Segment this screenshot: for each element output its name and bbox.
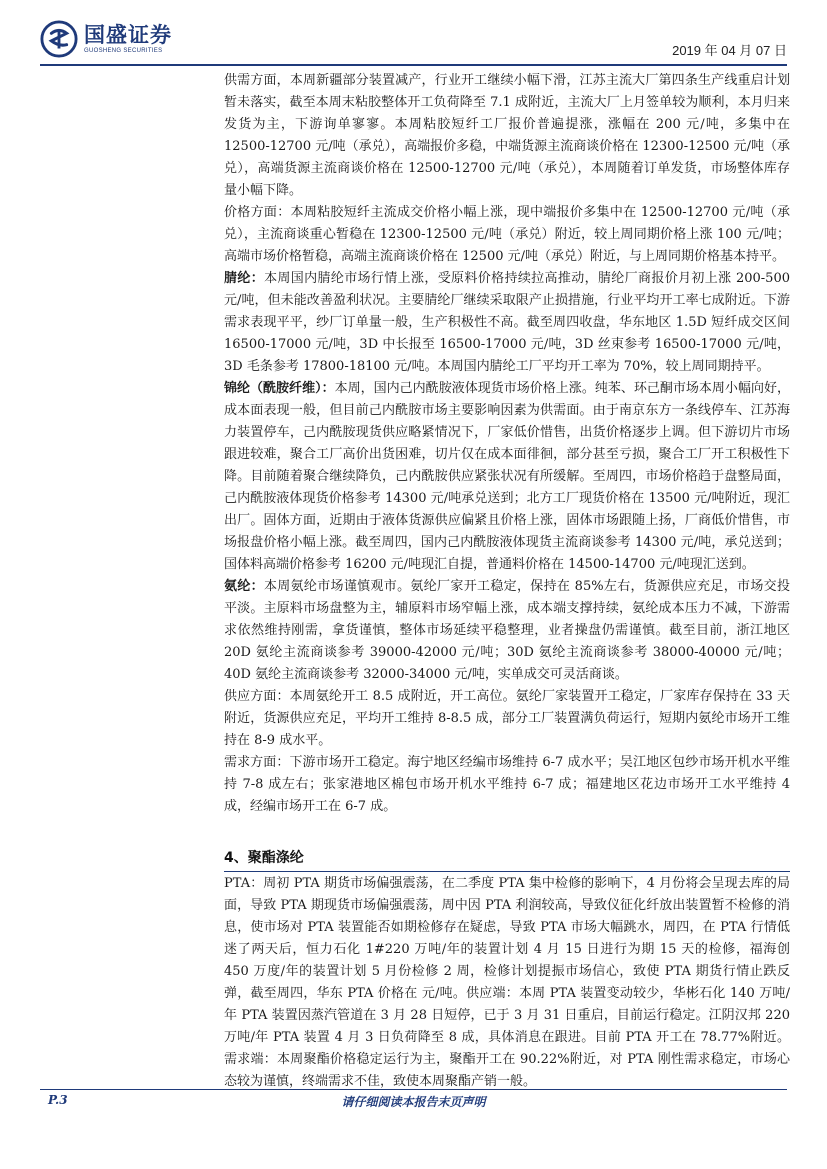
viscose-supply-paragraph: 供需方面，本周新疆部分装置减产，行业开工继续小幅下滑，江苏主流大厂第四条生产线重启计划暂未落实，截至本周末粘胶整体开工负荷降至 7.1 成附近，主流大厂上月签单较为顺利，本月归来发货为主，下游询单寥寥。本周粘胶短纤工厂报价普遍提涨，涨幅在 200 元/吨，多集中在 12500-12700 元/吨（承兑），高端报价多稳，中端货源主流商谈价格在 12300-12500 元/吨（承兑），高端货源主流商谈价格在 12500-12700 元/吨（承兑），本周随着订单发货，市场整体库存量小幅下降。 [224, 73, 790, 198]
page-footer [40, 1093, 787, 1113]
section-divider [224, 871, 790, 872]
pta-section [224, 873, 790, 1093]
logo-chinese-name: 国盛证券 [84, 23, 172, 47]
acrylic-lead: 腈纶： [224, 271, 265, 286]
header-divider [40, 64, 787, 66]
acrylic-paragraph [224, 268, 790, 378]
viscose-price-paragraph: 价格方面：本周粘胶短纤主流成交价格小幅上涨，现中端报价多集中在 12500-12700 元/吨（承兑），主流商谈重心暂稳在 12300-12500 元/吨（承兑）附近，较上周同期价格上涨 100 元/吨；高端市场价格暂稳，高端主流商谈价格在 12500 元/吨（承兑）附近，与上周同期价格基本持平。 [224, 205, 790, 264]
acrylic-text: 本周国内腈纶市场行情上涨，受原料价格持续拉高推动，腈纶厂商报价月初上涨 200-500 元/吨，但未能改善盈利状况。主要腈纶厂继续采取限产止损措施，行业平均开工率七成附近。下游需求表现平平，纱厂订单量一般，生产积极性不高。截至周四收盘，华东地区 1.5D 短纤成交区间 16500-17000 元/吨，3D 中长报至 16500-17000 元/吨，3D 丝束参考 16500-17000 元/吨，3D 毛条参考 17800-18100 元/吨。本周国内腈纶工厂平均开工率为 70%，较上周同期持平。 [224, 271, 790, 374]
nylon-text: 本周，国内己内酰胺液体现货市场价格上涨。纯苯、环己酮市场本周小幅向好，成本面表现一般，但目前己内酰胺市场主要影响因素为供需面。由于南京东方一条线停车、江苏海力装置停车，己内酰胺现货供应略紧情况下，厂家低价惜售，出货价格逐步上调。但下游切片市场跟进较难，聚合工厂高价出货困难，切片仅在成本面徘徊，部分甚至亏损，聚合工厂开工积极性下降。目前随着聚合继续降负，己内酰胺供应紧张状况有所缓解。至周四，市场价格趋于盘整局面，己内酰胺液体现货价格参考 14300 元/吨承兑送到；北方工厂现货价格在 13500 元/吨附近，现汇出厂。固体方面，近期由于液体货源供应偏紧且价格上涨，固体市场跟随上扬，厂商低价惜售，市场报盘价格小幅上涨。截至周四，国内己内酰胺液体现货主流商谈参考 14300 元/吨，承兑送到；国体料高端价格参考 16200 元/吨现汇自提，普通料价格在 14500-14700 元/吨现汇送到。 [224, 381, 790, 572]
section-title: 4、聚酯涤纶 [224, 850, 304, 866]
company-logo [40, 20, 172, 58]
spandex-lead: 氨纶： [224, 579, 264, 594]
nylon-lead: 锦纶（酰胺纤维）： [224, 381, 335, 396]
section-heading [224, 848, 790, 872]
pta-paragraph: PTA：周初 PTA 期货市场偏强震荡，在二季度 PTA 集中检修的影响下，4 月份将会呈现去库的局面，导致 PTA 期现货市场偏强震荡，周中因 PTA 利润较高，导致仪征化纤放出装置暂不检修的消息，使市场对 PTA 装置能否如期检修存在疑虑，导致 PTA 市场大幅跳水，周四，在 PTA 行情低迷了两天后，恒力石化 1#220 万吨/年的装置计划 4 月 15 日进行为期 15 天的检修，福海创 450 万度/年的装置计划 5 月份检修 2 周，检修计划提振市场信心，致使 PTA 期货行情止跌反弹，截至周四，华东 PTA 价格在 元/吨。供应端：本周 PTA 装置变动较少，华彬石化 140 万吨/年 PTA 装置因蒸汽管道在 3 月 28 日短停，已于 3 月 31 日重启，目前运行稳定。江阴汉邦 220 万吨/年 PTA 装置 4 月 3 日负荷降至 8 成，具体消息在跟进。目前 PTA 开工在 78.77%附近。需求端：本周聚酯价格稳定运行为主，聚酯开工在 90.22%附近，对 PTA 刚性需求稳定，市场心态较为谨慎，终端需求不佳，致使本周聚酯产销一般。 [224, 876, 791, 1089]
spandex-supply-paragraph: 供应方面：本周氨纶开工 8.5 成附近，开工高位。氨纶厂家装置开工稳定，厂家库存保持在 33 天附近，货源供应充足，平均开工维持 8-8.5 成，部分工厂装置满负荷运行，短期内氨纶市场开工维持在 8-9 成水平。 [224, 689, 790, 748]
nylon-paragraph [224, 378, 790, 576]
report-body [224, 70, 790, 818]
report-date: 2019 年 04 月 07 日 [672, 43, 787, 58]
footer-divider [40, 1089, 787, 1090]
page-header [40, 18, 787, 64]
guosheng-logo-icon [40, 20, 78, 58]
page-number: P.3 [48, 1093, 68, 1107]
spandex-paragraph [224, 576, 790, 686]
spandex-demand-paragraph: 需求方面：下游市场开工稳定。海宁地区经编市场维持 6-7 成水平；吴江地区包纱市场开机水平维持 7-8 成左右；张家港地区棉包市场开机水平维持 6-7 成；福建地区花边市场开工水平维持 4 成，经编市场开工在 6-7 成。 [224, 755, 790, 814]
spandex-text: 本周氨纶市场谨慎观市。氨纶厂家开工稳定，保持在 85%左右，货源供应充足，市场交投平淡。主原料市场盘整为主，辅原料市场窄幅上涨，成本端支撑持续，氨纶成本压力不减，下游需求依然维持刚需，拿货谨慎，整体市场延续平稳整理，业者操盘仍需谨慎。截至目前，浙江地区 20D 氨纶主流商谈参考 39000-42000 元/吨；30D 氨纶主流商谈参考 38000-40000 元/吨；40D 氨纶主流商谈参考 32000-34000 元/吨，实单成交可灵活商谈。 [224, 579, 790, 682]
footer-disclaimer: 请仔细阅读本报告末页声明 [341, 1095, 486, 1109]
logo-english-name: GUOSHENG SECURITIES [84, 48, 163, 54]
